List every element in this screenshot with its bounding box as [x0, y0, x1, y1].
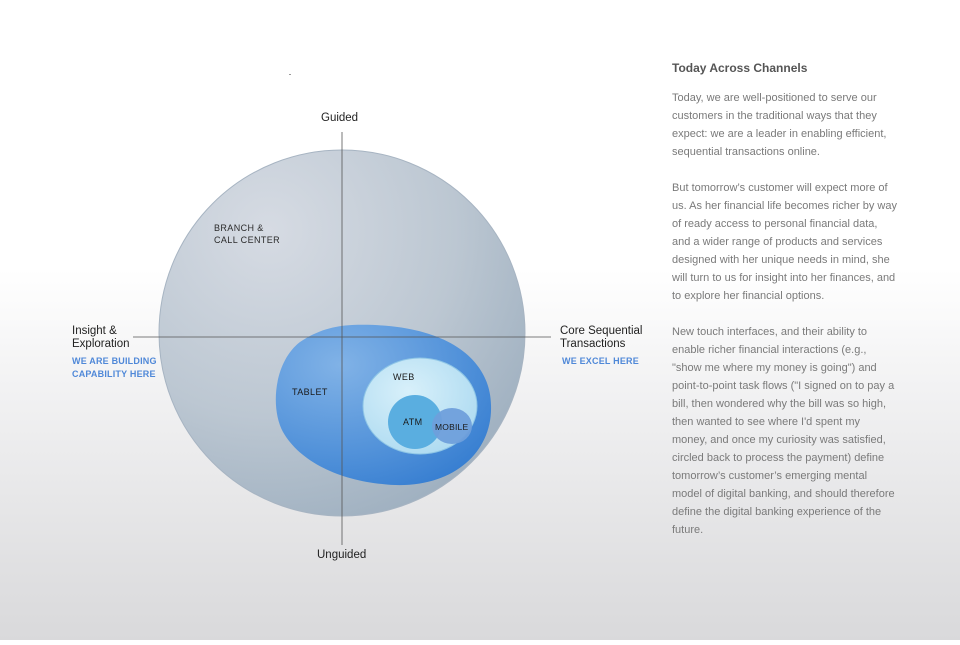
axis-label-core-line1: Core Sequential [560, 325, 643, 337]
axis-label-core-sequential [560, 325, 642, 351]
axis-label-guided: Guided [321, 112, 359, 124]
note-left-line2: CAPABILITY HERE [72, 369, 156, 379]
sidebar-paragraph-3: New touch interfaces, and their ability to enable richer financial interactions (e.g., "show me where my money is going") and point-to-point task flows ("I signed on to pay a bill, then wondered why the bill was so high, then wanted to see where I'd spent my money, and once my curiosity was satisfied, circled back to process the payment) define tomorrow’s customer’s emerging mental model of digital banking, and should therefore define the digital banking experience of the future. [672, 326, 895, 536]
tablet-label: TABLET [292, 387, 328, 397]
axis-label-insight-exploration [72, 325, 130, 351]
mobile-label: MOBILE [435, 422, 469, 432]
axis-label-insight-line1: Insight & [72, 325, 117, 337]
stray-mark [289, 74, 291, 75]
note-we-excel: WE EXCEL HERE [562, 356, 639, 366]
sidebar-title: Today Across Channels [672, 61, 808, 75]
axis-label-insight-line2: Exploration [72, 338, 130, 350]
axis-label-core-line2: Transactions [560, 338, 626, 350]
sidebar-paragraph-1: Today, we are well-positioned to serve our customers in the traditional ways that they expect: we are a leader in enabling efficient, sequential transactions online. [672, 92, 887, 158]
sidebar-paragraph-2: But tomorrow’s customer will expect more of us. As her financial life becomes richer by way of ready access to personal financial data, and a wider range of products and services designed with her unique needs in mind, she will turn to us for insight into her finances, and to explore her financial options. [672, 182, 897, 302]
web-label: WEB [393, 372, 415, 382]
sidebar-text [672, 60, 897, 557]
branch-label-line2: CALL CENTER [214, 235, 281, 245]
note-left-line1: WE ARE BUILDING [72, 356, 157, 366]
atm-label: ATM [403, 417, 423, 427]
axis-label-unguided: Unguided [317, 549, 367, 561]
branch-label-line1: BRANCH & [214, 223, 264, 233]
note-building-capability [72, 355, 157, 381]
